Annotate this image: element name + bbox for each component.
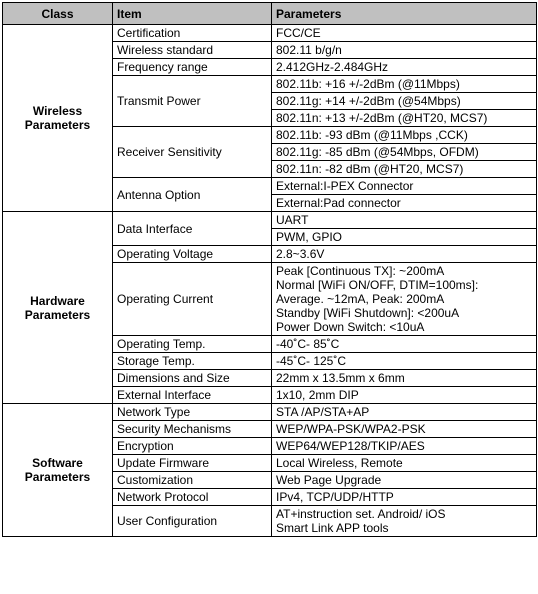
item-cell: Certification <box>113 25 272 42</box>
parameter-cell: 802.11b: +16 +/-2dBm (@11Mbps) <box>272 76 537 93</box>
class-cell <box>3 212 113 404</box>
parameter-cell: UART <box>272 212 537 229</box>
spec-table <box>2 2 537 537</box>
parameter-cell: External:I-PEX Connector <box>272 178 537 195</box>
item-cell: Data Interface <box>113 212 272 246</box>
header-item: Item <box>113 3 272 25</box>
parameter-cell: 802.11b: -93 dBm (@11Mbps ,CCK) <box>272 127 537 144</box>
item-cell: Wireless standard <box>113 42 272 59</box>
item-cell: Update Firmware <box>113 455 272 472</box>
class-label: Parameters <box>24 470 91 484</box>
class-label: Hardware <box>30 293 85 308</box>
class-label: Wireless <box>32 104 83 118</box>
item-cell: Dimensions and Size <box>113 370 272 387</box>
item-cell: Encryption <box>113 438 272 455</box>
parameter-cell: 1x10, 2mm DIP <box>272 387 537 404</box>
parameter-line: Standby [WiFi Shutdown]: <200uA <box>276 306 460 320</box>
header-class: Class <box>3 3 113 25</box>
parameter-line: Normal [WiFi ON/OFF, DTIM=100ms]: <box>276 278 479 292</box>
parameter-cell: 802.11g: +14 +/-2dBm (@54Mbps) <box>272 93 537 110</box>
class-cell <box>3 25 113 212</box>
item-cell: Transmit Power <box>113 76 272 127</box>
item-cell: Customization <box>113 472 272 489</box>
parameter-cell: 802.11g: -85 dBm (@54Mbps, OFDM) <box>272 144 537 161</box>
parameter-cell <box>272 506 537 537</box>
header-row <box>3 3 537 25</box>
spec-body <box>3 25 537 537</box>
item-cell: Antenna Option <box>113 178 272 212</box>
table-row <box>3 404 537 421</box>
table-row <box>3 212 537 229</box>
item-cell: External Interface <box>113 387 272 404</box>
class-label: Parameters <box>24 118 91 132</box>
parameter-cell: Local Wireless, Remote <box>272 455 537 472</box>
parameter-cell: -40˚C- 85˚C <box>272 336 537 353</box>
parameter-cell: IPv4, TCP/UDP/HTTP <box>272 489 537 506</box>
header-parameters: Parameters <box>272 3 537 25</box>
parameter-cell: 2.8~3.6V <box>272 246 537 263</box>
parameter-line: Power Down Switch: <10uA <box>276 320 425 334</box>
item-cell: Operating Current <box>113 263 272 336</box>
parameter-cell: FCC/CE <box>272 25 537 42</box>
parameter-cell <box>272 263 537 336</box>
parameter-cell: External:Pad connector <box>272 195 537 212</box>
parameter-line: Average. ~12mA, Peak: 200mA <box>276 292 445 306</box>
parameter-cell: 2.412GHz-2.484GHz <box>272 59 537 76</box>
item-cell: Receiver Sensitivity <box>113 127 272 178</box>
item-cell: Operating Voltage <box>113 246 272 263</box>
parameter-cell: WEP/WPA-PSK/WPA2-PSK <box>272 421 537 438</box>
item-cell: Frequency range <box>113 59 272 76</box>
table-row <box>3 25 537 42</box>
parameter-cell: -45˚C- 125˚C <box>272 353 537 370</box>
item-cell: Network Type <box>113 404 272 421</box>
parameter-line: Peak [Continuous TX]: ~200mA <box>276 264 445 278</box>
class-cell <box>3 404 113 537</box>
item-cell: Security Mechanisms <box>113 421 272 438</box>
parameter-cell: Web Page Upgrade <box>272 472 537 489</box>
parameter-cell: STA /AP/STA+AP <box>272 404 537 421</box>
parameter-cell: 802.11 b/g/n <box>272 42 537 59</box>
item-cell: Network Protocol <box>113 489 272 506</box>
parameter-line: AT+instruction set. Android/ iOS <box>276 507 446 521</box>
item-cell: Storage Temp. <box>113 353 272 370</box>
parameter-cell: 802.11n: +13 +/-2dBm (@HT20, MCS7) <box>272 110 537 127</box>
parameter-cell: 22mm x 13.5mm x 6mm <box>272 370 537 387</box>
item-cell: User Configuration <box>113 506 272 537</box>
parameter-cell: 802.11n: -82 dBm (@HT20, MCS7) <box>272 161 537 178</box>
item-cell: Operating Temp. <box>113 336 272 353</box>
parameter-cell: WEP64/WEP128/TKIP/AES <box>272 438 537 455</box>
parameter-cell: PWM, GPIO <box>272 229 537 246</box>
parameter-line: Smart Link APP tools <box>276 521 389 535</box>
class-label: Parameters <box>24 307 91 322</box>
class-label: Software <box>32 456 83 470</box>
